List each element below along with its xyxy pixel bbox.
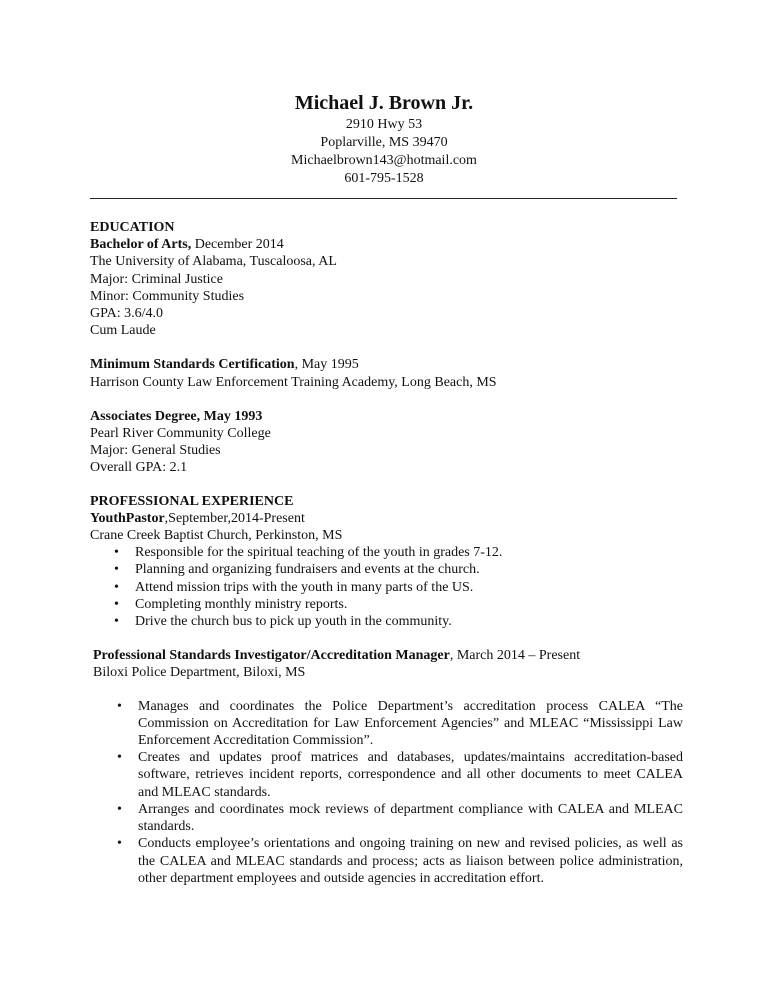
experience-section [90,493,690,887]
list-item: • Conducts employee’s orientations and ongoing training on new and revised policies, as well as the CALEA and MLEAC standards and process; acts as liaison between police administration, other department employees and outside agencies in accreditation effort. [93,835,683,887]
cert-date: , May 1995 [294,357,359,373]
list-item: • Arranges and coordinates mock reviews of department compliance with CALEA and MLEAC standards. [93,801,683,835]
job2-org: Biloxi Police Department, Biloxi, MS [93,665,306,681]
applicant-name: Michael J. Brown Jr. [294,92,474,114]
degree1-title: Bachelor of Arts, [90,237,192,253]
experience-heading: PROFESSIONAL EXPERIENCE [90,493,294,509]
degree1-line: The University of Alabama, Tuscaloosa, AL [90,254,337,270]
education-heading: EDUCATION [90,220,175,235]
cert-title: Minimum Standards Certification [90,357,295,373]
list-item: • Manages and coordinates the Police Department’s accreditation process CALEA “The Commission on Accreditation for Law Enforcement Agencies” and MLEAC “Mississippi Law Enforcement Accreditation Commission”. [93,698,683,750]
phone: 601-795-1528 [344,171,424,186]
job1-heading [90,510,690,527]
header-divider [90,198,677,199]
job1-org: Crane Creek Baptist Church, Perkinston, MS [90,528,343,544]
list-item: • Planning and organizing fundraisers and events at the church. [90,561,690,578]
certification-block [90,356,690,390]
job2-date: , March 2014 – Present [449,648,581,664]
address-line-2: Poplarville, MS 39470 [320,135,448,150]
degree1-line: Minor: Community Studies [90,288,245,304]
list-item: • Completing monthly ministry reports. [90,596,690,613]
degree1-date: December 2014 [191,237,284,253]
resume-header [0,90,768,188]
job2-bullet-list [93,698,683,887]
cert-line: Harrison County Law Enforcement Training Academy, Long Beach, MS [90,374,497,390]
degree1-heading [90,236,690,253]
degree2-title: Associates Degree, May 1993 [90,408,263,424]
job2-title: Professional Standards Investigator/Accreditation Manager [93,648,450,664]
resume-body [90,219,690,887]
list-item: • Responsible for the spiritual teaching of the youth in grades 7-12. [90,544,690,561]
list-item: • Attend mission trips with the youth in many parts of the US. [90,579,690,596]
cert-heading [90,356,690,373]
education-section [90,219,690,477]
job1-bullet-list [90,544,690,630]
degree2-line: Overall GPA: 2.1 [90,460,188,476]
job1-title: YouthPastor [90,510,165,526]
degree1-line: Cum Laude [90,323,156,339]
job2-block [90,647,690,887]
job1-date: ,September,2014-Present [164,510,305,526]
degree1-line: GPA: 3.6/4.0 [90,306,164,322]
degree2-block [90,408,690,477]
email: Michaelbrown143@hotmail.com [291,153,477,168]
address-line-1: 2910 Hwy 53 [345,117,423,132]
degree2-line: Major: General Studies [90,443,221,459]
degree2-line: Pearl River Community College [90,426,271,442]
list-item: • Creates and updates proof matrices and databases, updates/maintains accreditation-based software, retrieves incident reports, correspondence and all other documents to meet CALEA and MLEAC standards. [93,749,683,801]
job1-block [90,510,690,630]
job2-heading [93,647,690,664]
list-item: • Drive the church bus to pick up youth in the community. [90,613,690,630]
degree1-line: Major: Criminal Justice [90,271,223,287]
